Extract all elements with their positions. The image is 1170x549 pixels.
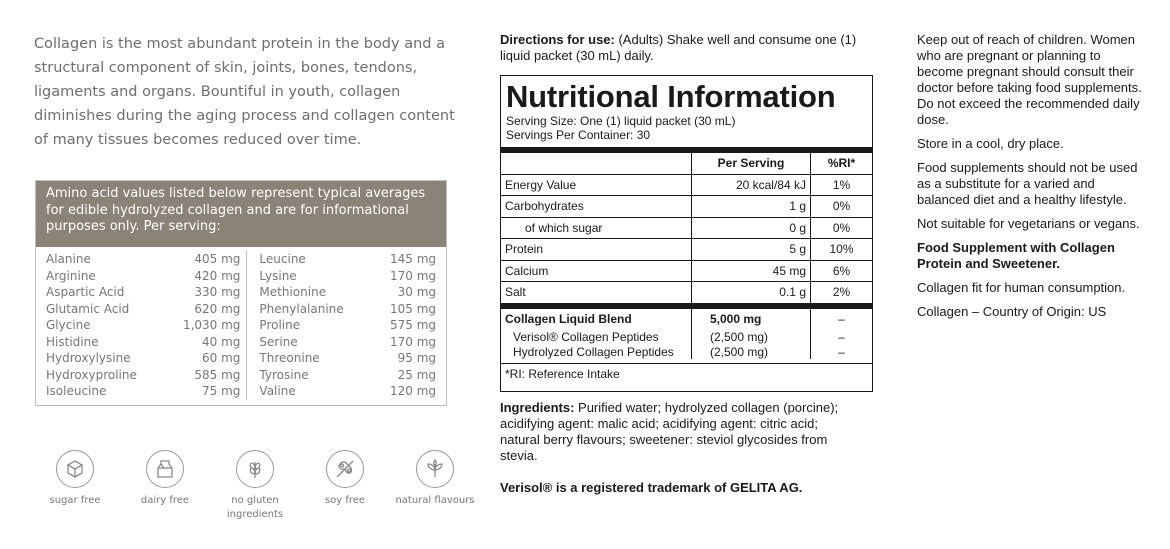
nutrient-value: 5 g: [692, 239, 811, 261]
amino-acid-row: [259, 350, 436, 367]
amino-acid-value: 575 mg: [389, 318, 436, 332]
warning-text: Keep out of reach of children. Women who are pregnant or planning to become pregnant should consult their doctor before taking food supplements. Do not exceed the recommended daily dose.: [917, 32, 1142, 127]
nutrition-row: [501, 217, 872, 239]
amino-acid-name: Serine: [259, 334, 298, 349]
amino-acid-row: [259, 251, 436, 268]
nutrient-ri: 1%: [811, 174, 873, 196]
directions-label: Directions for use:: [500, 32, 615, 47]
header-blank: [501, 150, 692, 174]
amino-acid-value: 120 mg: [389, 384, 436, 398]
storage-text: Store in a cool, dry place.: [917, 136, 1064, 151]
blend-item-row: [501, 329, 872, 344]
ingredients-text: [500, 400, 860, 464]
blend-item-name: Hydrolyzed Collagen Peptides: [501, 344, 692, 359]
amino-acid-row: [46, 284, 240, 301]
ingredients-body: Purified water; hydrolyzed collagen (porcine); acidifying agent: malic acid; acidifying agent: citric acid; natural berry flavours; sweetener: steviol glycosides from stevia.: [500, 400, 839, 463]
nutrient-name: Carbohydrates: [501, 196, 692, 218]
nutrient-ri: 0%: [811, 217, 873, 239]
blend-item-ri: –: [838, 329, 845, 344]
header-per-serving: Per Serving: [692, 150, 811, 174]
amino-acid-row: [259, 317, 436, 334]
amino-acid-value: 620 mg: [194, 301, 241, 316]
icon-label: soy free: [324, 495, 366, 506]
amino-acid-name: Aspartic Acid: [46, 285, 125, 299]
nutrient-ri: 2%: [811, 282, 873, 306]
nutrition-table: [501, 147, 872, 385]
nutrient-value: 1 g: [692, 196, 811, 218]
amino-acid-row: [259, 301, 436, 318]
amino-acid-name: Arginine: [46, 268, 96, 283]
blend-item-name: Verisol® Collagen Peptides: [501, 329, 692, 344]
blend-item-ri: –: [838, 344, 845, 359]
icon-item-sugar-free: [30, 450, 120, 521]
sugar-cube-icon: [56, 450, 94, 488]
nutrition-header-row: [501, 150, 872, 174]
amino-acid-name: Alanine: [46, 252, 91, 266]
nutrient-value: 45 mg: [692, 260, 811, 282]
nutrition-row: [501, 196, 872, 218]
amino-acid-column-right: [246, 251, 436, 400]
amino-acid-value: 420 mg: [194, 268, 241, 283]
amino-acid-name: Isoleucine: [46, 384, 107, 398]
amino-acid-value: 405 mg: [194, 252, 241, 266]
amino-acid-row: [259, 367, 436, 384]
wheat-icon: [236, 450, 274, 488]
header-ri: %RI*: [811, 150, 873, 174]
icon-item-natural-flavours: [390, 450, 480, 521]
blend-value: 5,000 mg: [692, 306, 811, 330]
origin-text: Collagen – Country of Origin: US: [917, 304, 1107, 319]
amino-acid-row: [259, 268, 436, 285]
blend-item-row: [501, 344, 872, 359]
nutrition-row: [501, 174, 872, 196]
amino-acid-name: Histidine: [46, 334, 99, 349]
amino-acid-name: Threonine: [259, 351, 320, 365]
amino-acid-row: [259, 284, 436, 301]
amino-acid-row: [46, 350, 240, 367]
icon-label: no gluten ingredients: [226, 495, 284, 520]
amino-acid-row: [259, 334, 436, 351]
icon-label: dairy free: [140, 495, 190, 506]
ingredients-label: Ingredients:: [500, 400, 575, 415]
amino-acid-value: 75 mg: [202, 384, 241, 398]
fit-text: Collagen fit for human consumption.: [917, 280, 1126, 295]
substitute-text: Food supplements should not be used as a substitute for a varied and balanced diet and a healthy lifestyle.: [917, 160, 1138, 207]
amino-acid-panel: [35, 180, 447, 406]
amino-acid-name: Glutamic Acid: [46, 301, 130, 316]
amino-acid-value: 145 mg: [389, 252, 436, 266]
blend-name: Collagen Liquid Blend: [501, 306, 692, 330]
amino-acid-name: Proline: [259, 318, 301, 332]
amino-acid-name: Glycine: [46, 318, 91, 332]
amino-acid-header: Amino acid values listed below represent typical averages for edible hydrolyzed collagen and are for informational purposes only. Per serving:: [36, 181, 446, 247]
nutrient-name: Protein: [501, 239, 692, 261]
amino-acid-value: 330 mg: [194, 285, 241, 299]
amino-acid-value: 25 mg: [397, 367, 436, 382]
amino-acid-name: Valine: [259, 384, 296, 398]
icon-label: natural flavours: [395, 495, 475, 506]
amino-acid-row: [46, 334, 240, 351]
blend-row: [501, 306, 872, 330]
intro-paragraph: Collagen is the most abundant protein in the body and a structural component of skin, joints, bones, tendons, ligaments and organs. Bountiful in youth, collagen diminishes during the aging process and collagen content of many tissues becomes reduced over time.: [34, 36, 455, 148]
amino-acid-name: Hydroxylysine: [46, 351, 131, 365]
amino-acid-name: Tyrosine: [259, 367, 309, 382]
amino-acid-value: 60 mg: [202, 351, 241, 365]
icon-item-no-gluten: [210, 450, 300, 521]
blend-item-value: (2,500 mg): [692, 344, 811, 359]
milk-carton-icon: [146, 450, 184, 488]
icon-label: sugar free: [49, 495, 101, 506]
amino-acid-row: [46, 367, 240, 384]
trademark-notice: Verisol® is a registered trademark of GELITA AG.: [500, 480, 803, 495]
nutrition-panel: [500, 75, 873, 392]
amino-acid-value: 585 mg: [194, 367, 241, 382]
amino-acid-value: 1,030 mg: [182, 318, 241, 332]
nutrient-value: 0.1 g: [692, 282, 811, 306]
nutrition-row: [501, 260, 872, 282]
amino-acid-value: 170 mg: [389, 334, 436, 349]
blend-ri: –: [811, 306, 873, 330]
amino-acid-name: Methionine: [259, 285, 327, 299]
nutrient-ri: 10%: [811, 239, 873, 261]
amino-acid-name: Leucine: [259, 252, 306, 266]
soy-bean-icon: [326, 450, 364, 488]
right-column-notes: [917, 32, 1142, 328]
amino-acid-row: [46, 301, 240, 318]
product-type-text: Food Supplement with Collagen Protein and Sweetener.: [917, 240, 1115, 271]
nutrition-title: Nutritional Information: [506, 79, 836, 114]
nutrition-row: [501, 239, 872, 261]
amino-acid-row: [46, 251, 240, 268]
amino-acid-value: 105 mg: [389, 301, 436, 316]
directions-text: [500, 32, 860, 64]
nutrition-row: [501, 282, 872, 306]
serving-size: Serving Size: One (1) liquid packet (30 mL): [506, 114, 736, 128]
blend-item-value: (2,500 mg): [692, 329, 811, 344]
amino-acid-name: Phenylalanine: [259, 301, 344, 316]
diet-icons-row: [30, 450, 480, 521]
nutrient-ri: 6%: [811, 260, 873, 282]
leaf-icon: [416, 450, 454, 488]
icon-item-dairy-free: [120, 450, 210, 521]
footnote-text: *RI: Reference Intake: [501, 364, 872, 385]
nutrient-name: of which sugar: [501, 217, 692, 239]
amino-acid-row: [259, 383, 436, 400]
amino-acid-name: Lysine: [259, 268, 297, 283]
amino-acid-value: 30 mg: [397, 285, 436, 299]
amino-acid-row: [46, 317, 240, 334]
nutrient-name: Calcium: [501, 260, 692, 282]
amino-acid-row: [46, 268, 240, 285]
nutrient-value: 0 g: [692, 217, 811, 239]
nutrient-value: 20 kcal/84 kJ: [692, 174, 811, 196]
nutrient-ri: 0%: [811, 196, 873, 218]
amino-acid-value: 95 mg: [397, 351, 436, 365]
vegetarian-text: Not suitable for vegetarians or vegans.: [917, 216, 1140, 231]
footnote-row: [501, 364, 872, 385]
nutrient-name: Energy Value: [501, 174, 692, 196]
icon-item-soy-free: [300, 450, 390, 521]
directions-body: (Adults) Shake well and consume one (1) liquid packet (30 mL) daily.: [500, 32, 857, 63]
amino-acid-value: 40 mg: [202, 334, 241, 349]
amino-acid-column-left: [46, 251, 240, 400]
amino-acid-row: [46, 383, 240, 400]
nutrient-name: Salt: [501, 282, 692, 306]
amino-acid-value: 170 mg: [389, 268, 436, 283]
servings-per-container: Servings Per Container: 30: [506, 128, 651, 142]
amino-acid-name: Hydroxyproline: [46, 367, 137, 382]
